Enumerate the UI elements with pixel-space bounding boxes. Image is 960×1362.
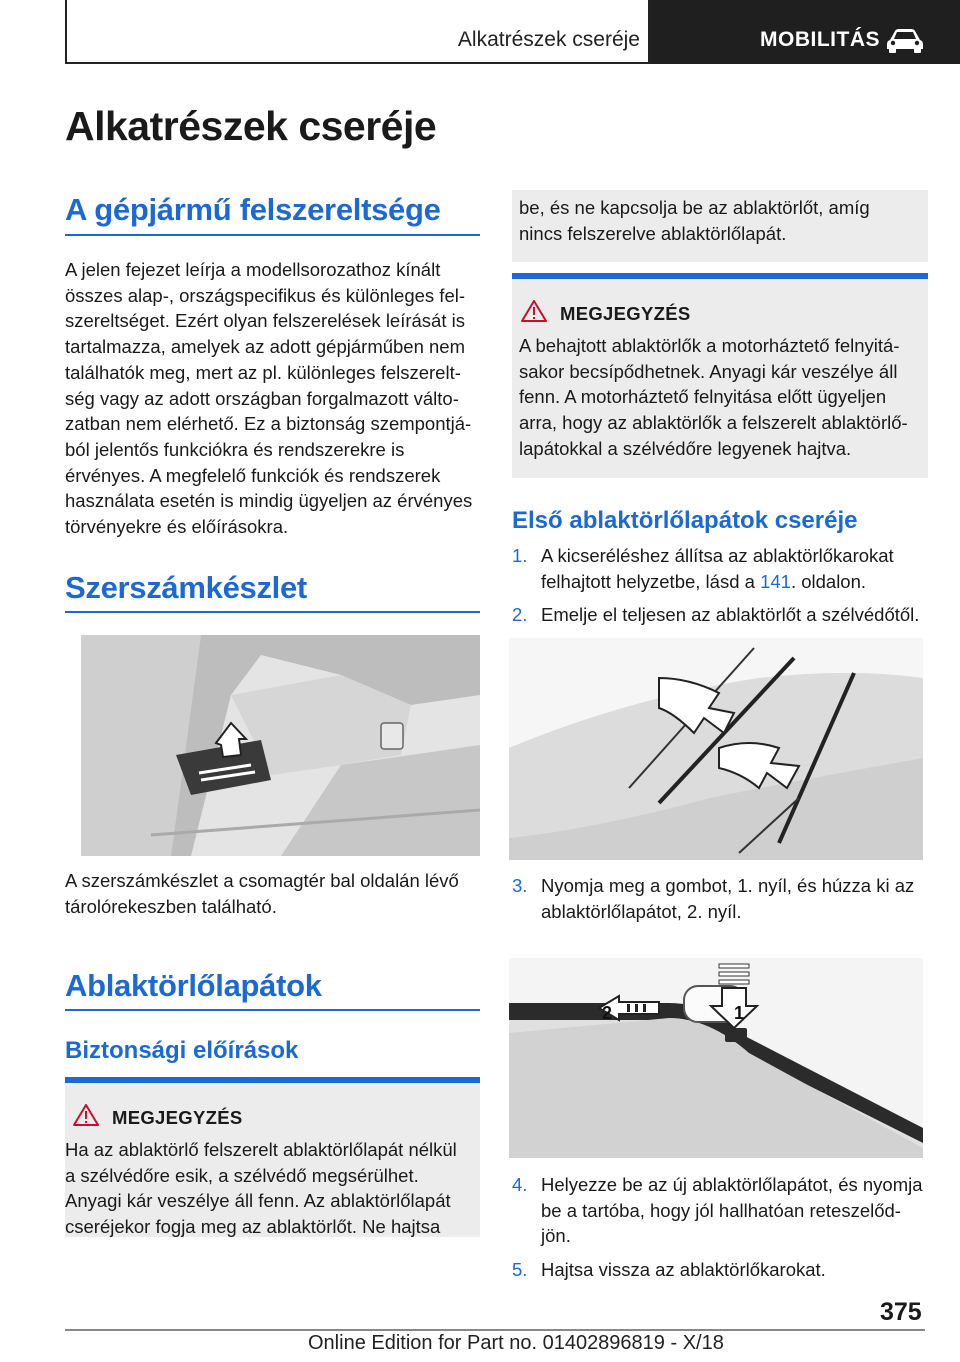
heading-wipers: Ablaktörlőlapátok bbox=[65, 968, 322, 1003]
note-text bbox=[519, 195, 929, 246]
step-item bbox=[512, 602, 932, 628]
heading-tools: Szerszámkészlet bbox=[65, 570, 307, 605]
text-line: . oldalon. bbox=[790, 570, 867, 592]
text-line: jön. bbox=[541, 1225, 571, 1247]
text-line: sakor becsípődhetnek. Anyagi kár veszélye áll bbox=[519, 360, 898, 382]
text-line: Helyezze be az új ablaktörlőlapátot, és nyomja bbox=[541, 1174, 923, 1195]
warning-icon bbox=[73, 1104, 99, 1126]
toolkit-photo bbox=[81, 635, 480, 856]
page-title: Alkatrészek cseréje bbox=[65, 103, 437, 149]
step-number: 3. bbox=[512, 875, 528, 896]
step-item bbox=[512, 1257, 932, 1283]
text-line: felhajtott helyzetbe, lásd a bbox=[541, 570, 761, 592]
note-accent-bar bbox=[65, 1077, 480, 1083]
text-line: be, és ne kapcsolja be az ablaktörlőt, amíg bbox=[519, 197, 870, 218]
note-title: MEGJEGYZÉS bbox=[112, 1107, 243, 1128]
figure-label-2: 2 bbox=[602, 1003, 613, 1023]
text-line: használata esetén is mindig ügyeljen az érvényes bbox=[65, 490, 473, 512]
text-line: Anyagi kár veszélye áll fenn. Az ablaktörlőlapát bbox=[65, 1190, 451, 1212]
car-icon bbox=[886, 27, 924, 53]
text-line: találhatók meg, mert az pl. különleges felszerelt- bbox=[65, 361, 461, 383]
wiper-blade-photo bbox=[509, 958, 923, 1158]
wiper-arms-photo bbox=[509, 638, 923, 860]
header-border-left bbox=[65, 0, 67, 64]
step-number: 2. bbox=[512, 604, 528, 626]
text-line: ból jelentős funkciókra és rendszerekre is bbox=[65, 438, 405, 460]
equipment-paragraph bbox=[65, 257, 485, 540]
text-line: tartalmazza, amelyek az adott gépjárműben nem bbox=[65, 336, 466, 358]
heading-equipment: A gépjármű felszereltsége bbox=[65, 192, 441, 227]
note-accent-bar bbox=[512, 273, 928, 279]
step-item bbox=[512, 543, 932, 594]
page-number: 375 bbox=[880, 1298, 922, 1326]
heading-rule bbox=[65, 234, 480, 236]
text-line: törvényekre és előírásokra. bbox=[65, 516, 289, 538]
text-line: Nyomja meg a gombot, 1. nyíl, és húzza ki az bbox=[541, 875, 915, 896]
note-text bbox=[519, 333, 929, 462]
note-title: MEGJEGYZÉS bbox=[560, 303, 691, 324]
text-line: cseréjekor fogja meg az ablaktörlőt. Ne hajtsa bbox=[65, 1216, 441, 1238]
footer-rule bbox=[65, 1329, 925, 1331]
figure-label-1: 1 bbox=[734, 1003, 745, 1023]
warning-icon bbox=[521, 300, 547, 322]
step-number: 1. bbox=[512, 545, 528, 566]
text-line: A behajtott ablaktörlők a motorháztető felnyitá- bbox=[519, 335, 900, 356]
toolkit-caption bbox=[65, 868, 485, 919]
heading-rule bbox=[65, 1009, 480, 1011]
text-line: zatban nem elérhető. Ez a biztonság szempontjá- bbox=[65, 413, 472, 435]
text-line: A kicseréléshez állítsa az ablaktörlőkarokat bbox=[541, 545, 894, 566]
step-number: 4. bbox=[512, 1174, 528, 1195]
heading-safety: Biztonsági előírások bbox=[65, 1037, 299, 1064]
text-line: A szerszámkészlet a csomagtér bal oldalán lévő bbox=[65, 870, 459, 891]
text-line: összes alap-, országspecifikus és különleges fel- bbox=[65, 284, 465, 306]
text-line: Ha az ablaktörlő felszerelt ablaktörlőlapát nélkül bbox=[65, 1139, 457, 1160]
step-list bbox=[512, 1172, 932, 1283]
text-line: ablaktörlőlapátot, 2. nyíl. bbox=[541, 900, 742, 922]
note-text bbox=[65, 1137, 485, 1240]
text-line: ség vagy az adott országban forgalmazott válto- bbox=[65, 387, 459, 409]
text-line: A jelen fejezet leírja a modellsorozathoz kínált bbox=[65, 259, 441, 280]
text-line: tárolórekeszben található. bbox=[65, 895, 277, 917]
text-line: a szélvédőre esik, a szélvédő megsérülhet. bbox=[65, 1164, 419, 1186]
step-list bbox=[512, 543, 932, 628]
page-link[interactable]: 141 bbox=[760, 570, 791, 592]
text-line bbox=[541, 569, 932, 595]
text-line: be a tartóba, hogy jól hallhatóan reteszelőd- bbox=[541, 1199, 901, 1221]
header-border-bottom bbox=[65, 62, 648, 64]
text-line: lapátokkal a szélvédőre legyenek hajtva. bbox=[519, 437, 852, 459]
text-line: Emelje el teljesen az ablaktörlőt a szélvédőtől. bbox=[541, 604, 920, 626]
header-chapter-label: MOBILITÁS bbox=[760, 28, 880, 51]
text-line: nincs felszerelve ablaktörlőlapát. bbox=[519, 222, 787, 244]
text-line: szereltséget. Ezért olyan felszerelések leírását is bbox=[65, 310, 465, 332]
step-number: 5. bbox=[512, 1259, 528, 1281]
text-line: Hajtsa vissza az ablaktörlőkarokat. bbox=[541, 1259, 826, 1281]
footer-edition: Online Edition for Part no. 01402896819 - X/18 bbox=[308, 1332, 724, 1354]
text-line: fenn. A motorháztető felnyitása előtt ügyeljen bbox=[519, 386, 887, 408]
step-item bbox=[512, 1172, 932, 1249]
heading-rule bbox=[65, 611, 480, 613]
text-line: érvényes. A megfelelő funkciók és rendszerek bbox=[65, 464, 441, 486]
step-item bbox=[512, 873, 932, 924]
text-line: arra, hogy az ablaktörlők a felszerelt ablaktörlő- bbox=[519, 412, 908, 434]
heading-front-wipers: Első ablaktörlőlapátok cseréje bbox=[512, 507, 858, 534]
header-section-title: Alkatrészek cseréje bbox=[457, 28, 640, 51]
